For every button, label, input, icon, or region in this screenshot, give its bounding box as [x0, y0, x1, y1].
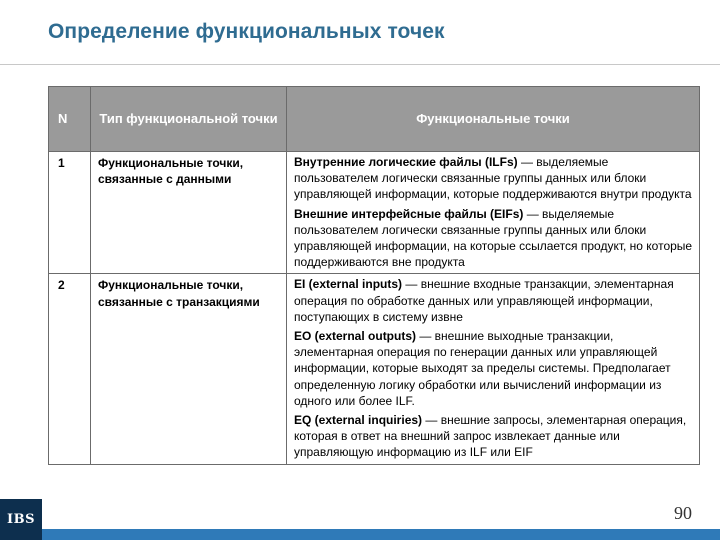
cell-point-descriptions	[287, 152, 700, 274]
cell-row-number: 1	[49, 152, 91, 274]
definition-text: — внешние выходные транзакции, элементарная операция по генерации данных или управляющей информации, которые выходят за пределы системы. Предполагает определенную логику обработки или вычислений информации из одного или более ILF.	[294, 329, 671, 408]
definition-term: EI (external inputs)	[294, 277, 403, 292]
title-divider	[0, 64, 720, 65]
definition-term: Внешние интерфейсные файлы (EIFs)	[294, 206, 524, 221]
cell-row-number: 2	[49, 274, 91, 464]
definition-paragraph	[294, 412, 693, 461]
page-number: 90	[674, 503, 692, 523]
column-header-type: Тип функциональной точки	[91, 87, 287, 152]
definition-paragraph	[294, 276, 693, 325]
definition-term: EQ (external inquiries)	[294, 413, 423, 428]
definition-text: — выделяемые пользователем логически связанные группы данных или блоки управляющей информации, на которые ссылается продукт, но которые поддерживаются вне продукта	[294, 206, 693, 270]
cell-point-descriptions	[287, 274, 700, 464]
definition-term: EO (external outputs)	[294, 329, 417, 344]
table-row	[49, 152, 700, 274]
definition-text: — внешние входные транзакции, элементарная операция по обработке данных или управляющей информации, поступающих в систему извне	[294, 277, 674, 324]
footer-bar	[42, 529, 720, 540]
table-header-row	[49, 87, 700, 152]
slide-title: Определение функциональных точек	[48, 20, 445, 43]
cell-point-type: Функциональные точки, связанные с данными	[91, 152, 287, 274]
cell-point-type: Функциональные точки, связанные с транзакциями	[91, 274, 287, 464]
function-points-table-container	[48, 86, 699, 465]
function-points-table	[48, 86, 700, 465]
definition-term: Внутренние логические файлы (ILFs)	[294, 155, 518, 169]
definition-paragraph	[294, 154, 693, 203]
ibs-logo: IBS	[0, 499, 42, 540]
table-row	[49, 274, 700, 464]
definition-text: — внешние запросы, элементарная операция, которая в ответ на внешний запрос извлекает данные или управляющую информацию из ILF или EIF	[294, 413, 687, 460]
definition-paragraph	[294, 328, 693, 409]
column-header-n: N	[49, 87, 91, 152]
column-header-points: Функциональные точки	[287, 87, 700, 152]
definition-paragraph	[294, 206, 693, 271]
definition-text: — выделяемые пользователем логически связанные группы данных или блоки управляющей информации, которые поддерживаются внутри продукта	[294, 155, 692, 202]
